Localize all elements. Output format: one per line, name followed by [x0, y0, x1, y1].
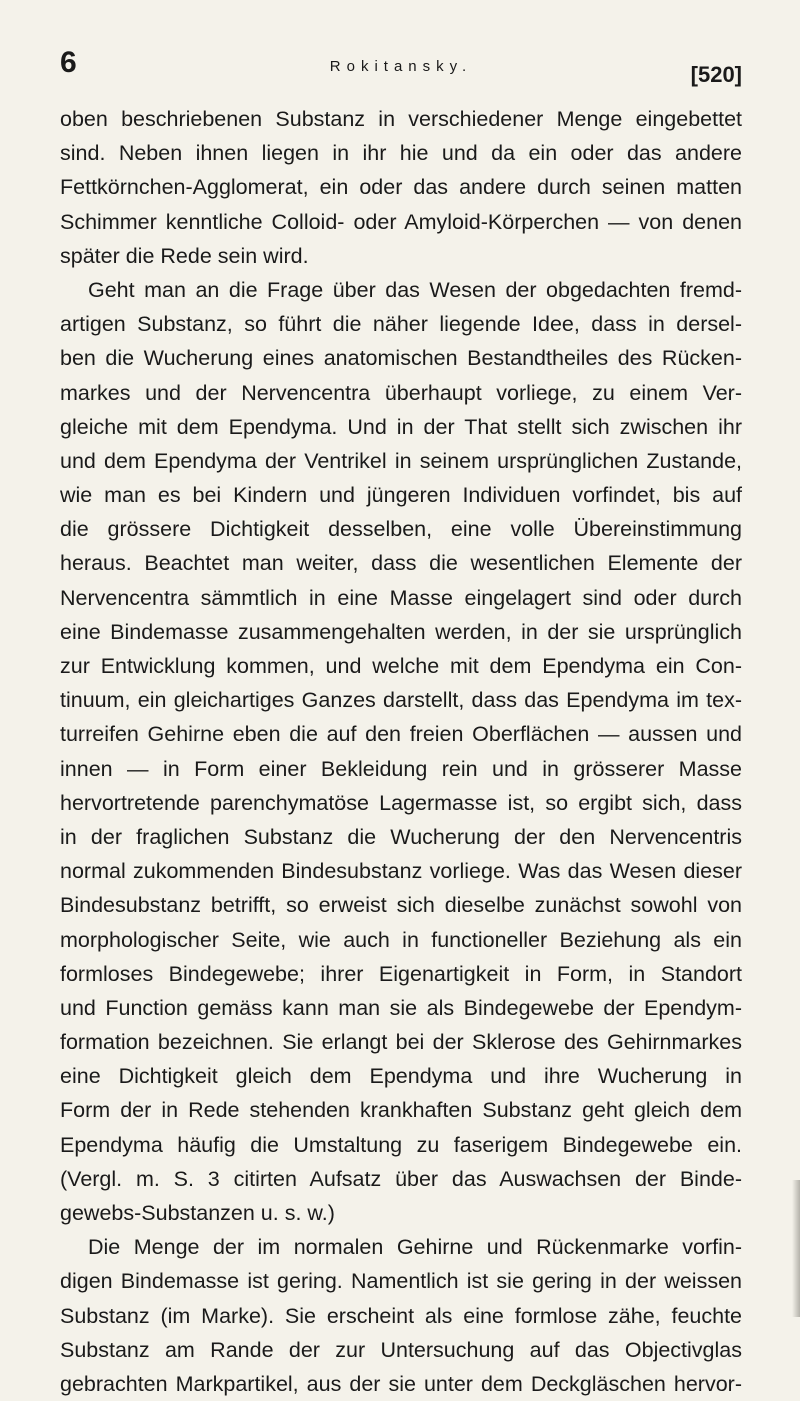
scan-edge-shadow	[792, 1180, 800, 1317]
text-line: artigen Substanz, so führt die näher liegende Idee, dass in dersel-	[60, 312, 742, 337]
text-line: Substanz am Rande der zur Untersuchung auf das Objectivglas	[60, 1337, 742, 1362]
text-line: die grössere Dichtigkeit desselben, eine volle Übereinstimmung	[60, 517, 742, 542]
running-title: Rokitansky.	[329, 58, 473, 75]
page-number: 6	[60, 46, 77, 79]
text-line: heraus. Beachtet man weiter, dass die wesentlichen Elemente der	[60, 551, 742, 576]
text-line: oben beschriebenen Substanz in verschiedener Menge eingebettet	[60, 107, 742, 131]
text-line: hervortretende parenchymatöse Lagermasse ist, so ergibt sich, dass	[60, 790, 742, 815]
text-line: gewebs-Substanzen u. s. w.)	[60, 1201, 335, 1225]
text-line: zur Entwicklung kommen, und welche mit dem Ependyma ein Con-	[60, 654, 742, 678]
text-line: turreifen Gehirne eben die auf den freien Oberflächen — aussen und	[60, 722, 742, 747]
text-line: Substanz (im Marke). Sie erscheint als eine formlose zähe, feuchte	[60, 1303, 742, 1328]
text-line: und dem Ependyma der Ventrikel in seinem ursprünglichen Zustande,	[60, 448, 742, 473]
text-line: sind. Neben ihnen liegen in ihr hie und da ein oder das andere	[60, 141, 742, 166]
text-line: gleiche mit dem Ependyma. Und in der That stellt sich zwischen ihr	[60, 414, 742, 439]
text-line: Form der in Rede stehenden krankhaften Substanz geht gleich dem	[60, 1098, 742, 1123]
text-line: normal zukommenden Bindesubstanz vorliege. Was das Wesen dieser	[60, 859, 742, 884]
text-line: später die Rede sein wird.	[60, 243, 309, 268]
text-line: Fettkörnchen-Agglomerat, ein oder das andere durch seinen matten	[60, 175, 742, 200]
text-line: (Vergl. m. S. 3 citirten Aufsatz über das Auswachsen der Binde-	[60, 1166, 742, 1191]
text-line: Bindesubstanz betrifft, so erweist sich dieselbe zunächst sowohl von	[60, 893, 742, 918]
text-line: und Function gemäss kann man sie als Bindegewebe der Ependym-	[60, 995, 742, 1020]
text-line: ben die Wucherung eines anatomischen Bestandtheiles des Rücken-	[60, 346, 742, 371]
text-line: Schimmer kenntliche Colloid- oder Amyloid-Körperchen — von denen	[60, 209, 742, 234]
text-line: Ependyma häufig die Umstaltung zu faserigem Bindegewebe ein.	[60, 1132, 742, 1157]
text-line: markes und der Nervencentra überhaupt vorliege, zu einem Ver-	[60, 380, 742, 405]
text-line: in der fraglichen Substanz die Wucherung der den Nervencentris	[60, 824, 742, 849]
text-line: eine Dichtigkeit gleich dem Ependyma und ihre Wucherung in	[60, 1064, 742, 1089]
text-line: morphologischer Seite, wie auch in functioneller Beziehung als ein	[60, 927, 742, 952]
text-line: digen Bindemasse ist gering. Namentlich ist sie gering in der weissen	[60, 1269, 742, 1294]
text-line: formloses Bindegewebe; ihrer Eigenartigkeit in Form, in Standort	[60, 961, 742, 986]
text-line: wie man es bei Kindern und jüngeren Individuen vorfindet, bis auf	[60, 483, 742, 508]
text-line: Nervencentra sämmtlich in eine Masse eingelagert sind oder durch	[60, 585, 742, 610]
text-line: tinuum, ein gleichartiges Ganzes darstellt, dass das Ependyma im tex-	[60, 688, 742, 713]
text-line: gebrachten Markpartikel, aus der sie unter dem Deckgläschen hervor-	[60, 1371, 742, 1396]
page-reference: [520]	[690, 62, 742, 87]
body-text	[60, 102, 742, 1401]
text-line: Geht man an die Frage über das Wesen der obgedachten fremd-	[88, 277, 742, 302]
page-header	[60, 48, 742, 88]
text-line: formation bezeichnen. Sie erlangt bei der Sklerose des Gehirnmarkes	[60, 1030, 742, 1055]
text-line: eine Bindemasse zusammengehalten werden, in der sie ursprünglich	[60, 619, 742, 644]
text-line: innen — in Form einer Bekleidung rein und in grösserer Masse	[60, 756, 742, 781]
text-line: Die Menge der im normalen Gehirne und Rückenmarke vorfin-	[88, 1235, 742, 1260]
